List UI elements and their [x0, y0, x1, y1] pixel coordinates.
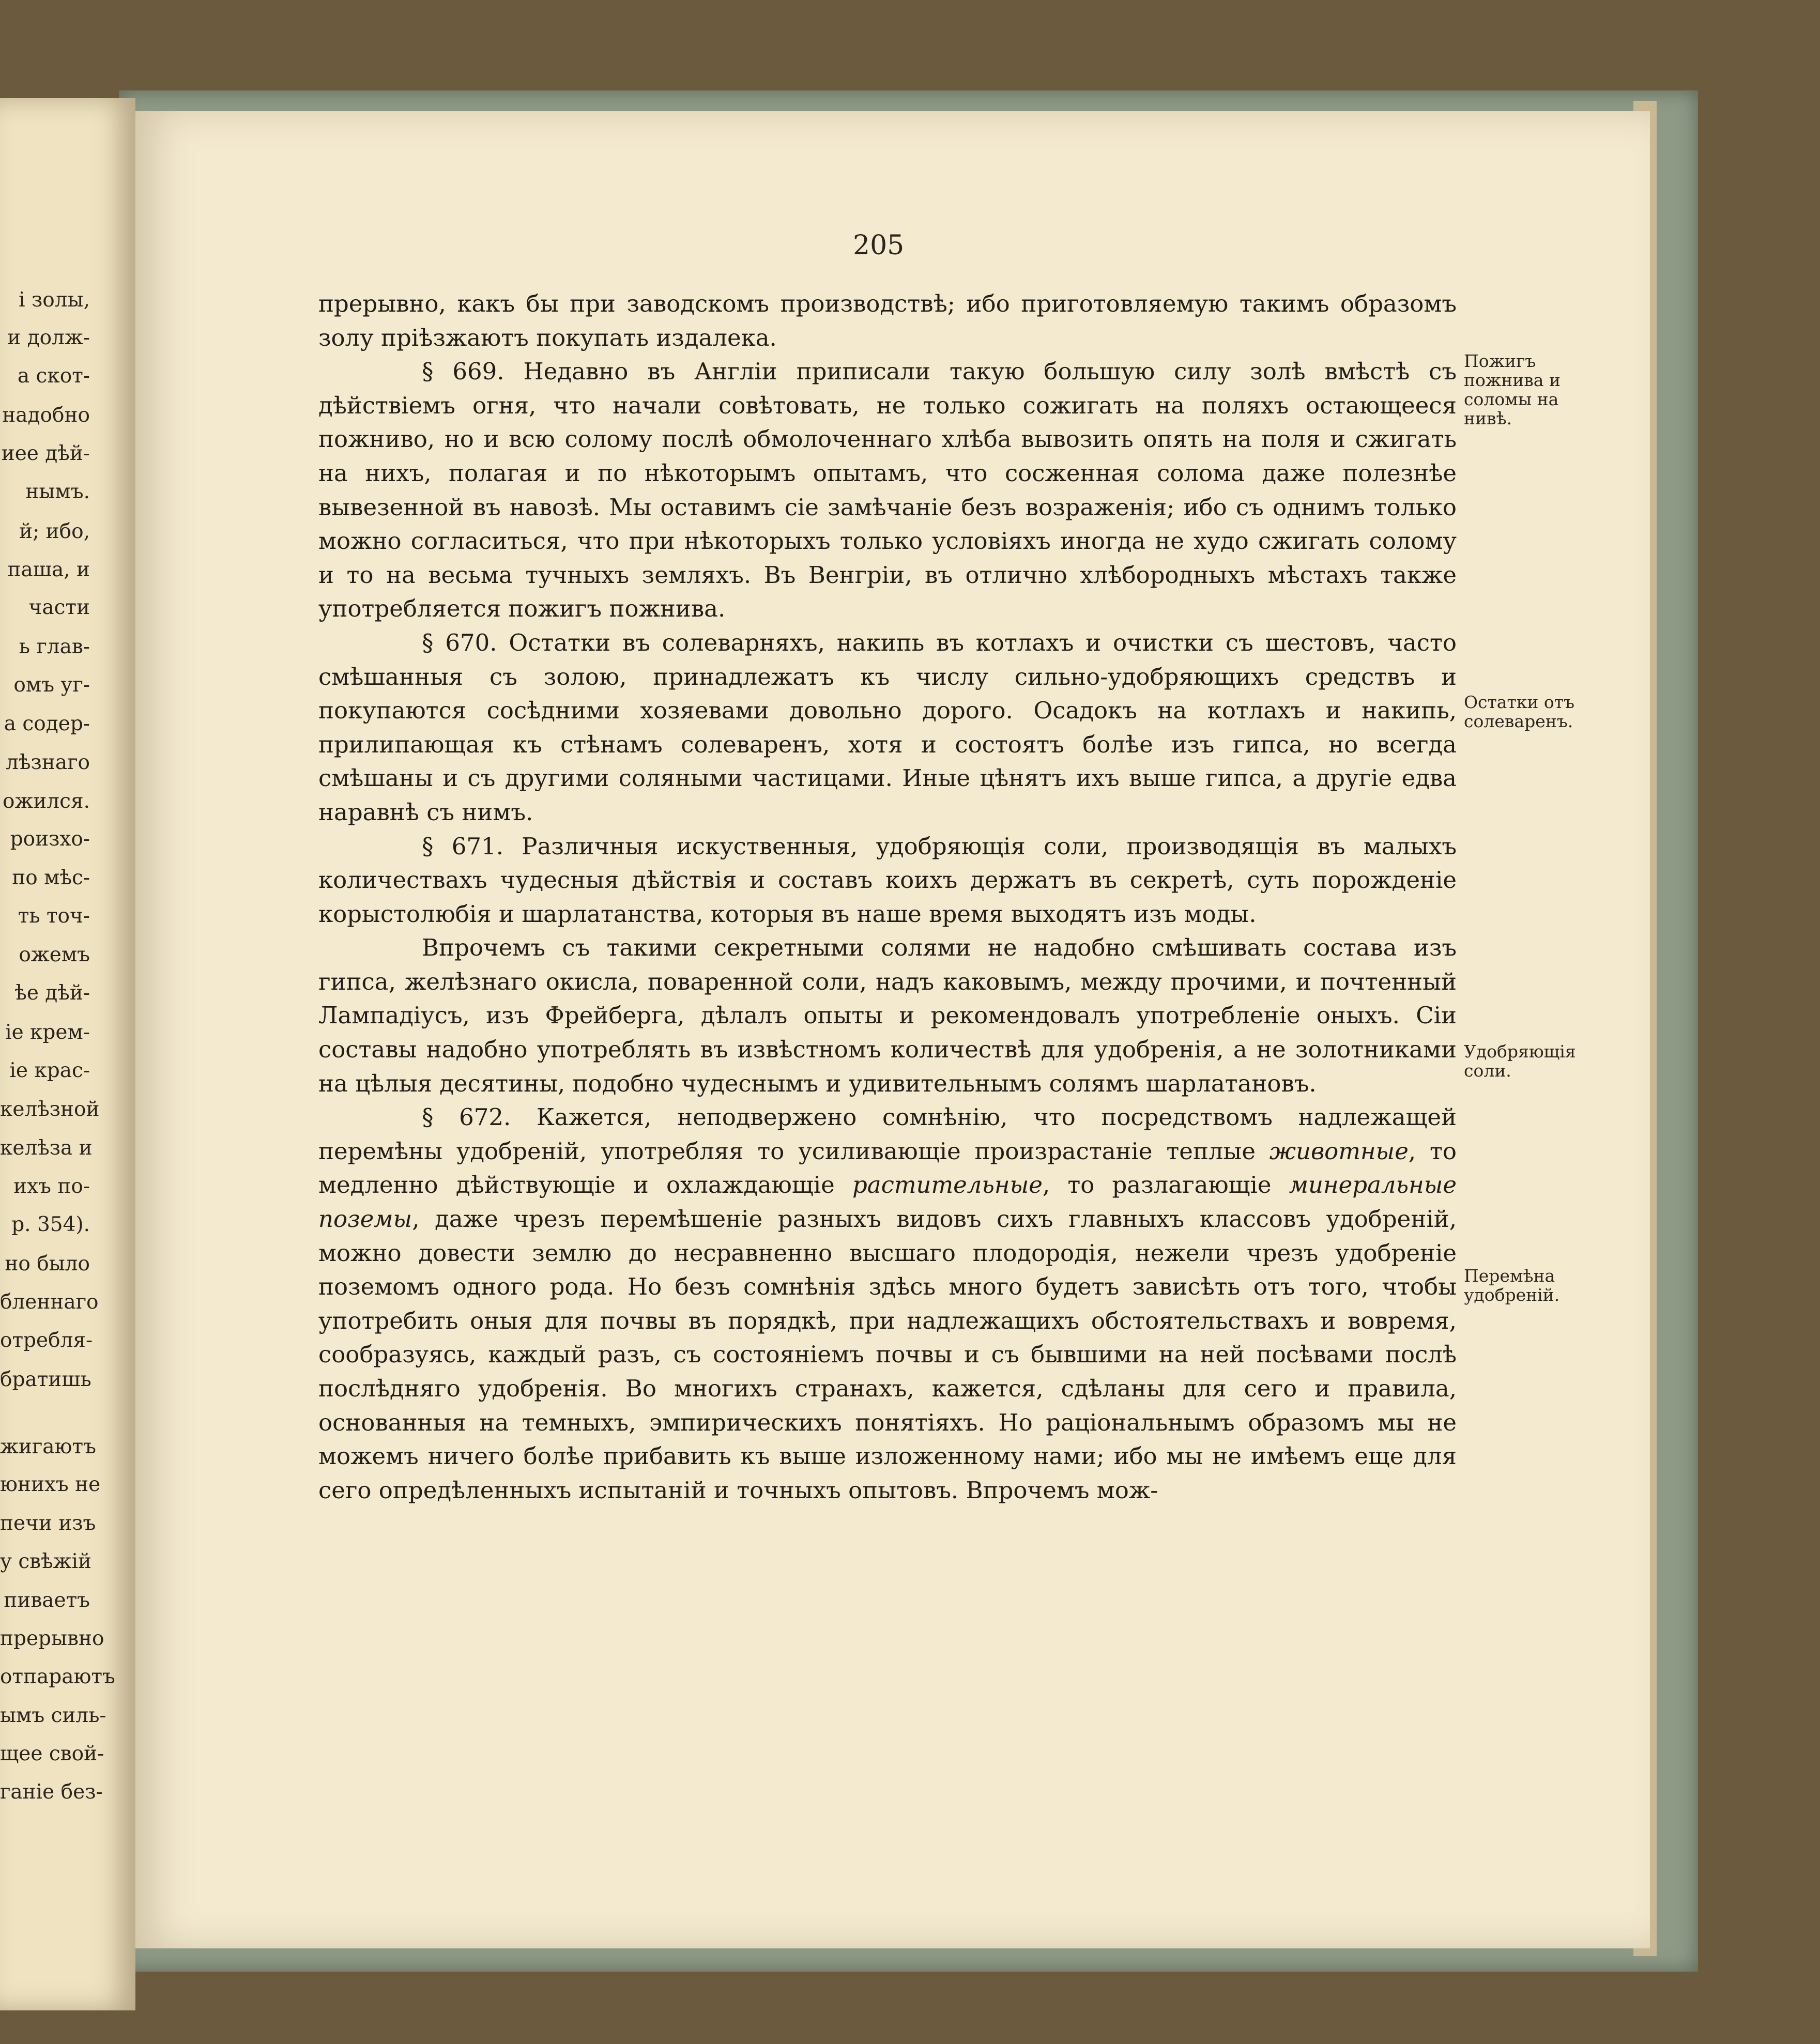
left-page-line: бленнаго [0, 1290, 99, 1314]
left-page-line: братишь [0, 1368, 91, 1391]
left-page-line: а содер- [4, 712, 90, 735]
left-page-line: роизхо- [10, 827, 90, 851]
paragraph-continuation: прерывно, какъ бы при заводскомъ производствѣ; ибо приготовляемую такимъ образомъ золу пріѣзжаютъ покупать издалека. [318, 290, 1457, 351]
left-page-line: р. 354). [11, 1213, 90, 1236]
paragraph-672-part1: § 672. Кажется, неподвержено сомнѣнію, что посредствомъ надлежащей перемѣны удобреній, употребляя то усиливающіе произрастаніе теплые [318, 1103, 1457, 1165]
margin-note-peremena: Перемѣна удобреній. [1464, 1266, 1560, 1305]
left-page-line: и долж- [7, 326, 90, 349]
left-page-line: келѣза и [0, 1136, 93, 1160]
left-page-line: отпараютъ [0, 1665, 115, 1688]
paragraph-671-continued: Впрочемъ съ такими секретными солями не надобно смѣшивать состава изъ гипса, желѣзнаго окисла, поваренной соли, надъ каковымъ, между прочими, и почтенный Лампадіусъ, изъ Фрейберга, дѣлалъ опыты и рекомендовалъ употребленіе оныхъ. Сіи составы надобно употреблять въ извѣстномъ количествѣ для удобренія, а не золотниками на цѣлыя десятины, подобно чудеснымъ и удивительнымъ солямъ шарлатановъ. [318, 934, 1457, 1097]
margin-note-soli: Удобряющія соли. [1464, 1041, 1576, 1081]
left-page-line: ожился. [3, 790, 90, 813]
left-page-line: ганіе без- [0, 1780, 103, 1804]
paragraph-672-part4: , даже чрезъ перемѣшеніе разныхъ видовъ сихъ главныхъ классовъ удобреній, можно довести землю до несравненно высшаго плодородія, нежели чрезъ удобреніе поземомъ одного рода. Но безъ сомнѣнія здѣсь много будетъ зависѣть отъ того, чтобы употребить оныя для почвы въ порядкѣ, при надлежащихъ обстоятельствахъ и вовремя, сообразуясь, каждый разъ, съ состояніемъ почвы и съ бывшими на ней посѣвами послѣ послѣдняго удобренія. Во многихъ странахъ, кажется, сдѣланы для сего и правила, основанныя на темныхъ, эмпирическихъ понятіяхъ. Но раціональнымъ образомъ мы не можемъ ничего болѣе прибавить къ выше изложенному нами; ибо мы не имѣемъ еще для сего опредѣленныхъ испытаній и точныхъ опытовъ. Впрочемъ мож- [318, 1205, 1457, 1504]
paragraph-672-part3: , то разлагающіе [1042, 1171, 1289, 1199]
left-page-line: печи изъ [0, 1512, 96, 1535]
left-page-line: пиваетъ [4, 1589, 90, 1612]
left-page-line: і золы, [19, 288, 90, 312]
left-page-line: надобно [2, 404, 90, 427]
left-page-line: ь глав- [19, 635, 90, 658]
margin-note-pozhig: Пожигъ пожнива и соломы на нивѣ. [1464, 351, 1561, 428]
paragraph-671: § 671. Различныя искуственныя, удобряющія соли, производящія въ малыхъ количествахъ чудесныя дѣйствія и составъ коихъ держатъ въ секретѣ, суть порожденіе корыстолюбія и шарлатанства, которыя въ наше время выходятъ изъ моды. [318, 832, 1457, 928]
left-page-line: жигаютъ [0, 1435, 96, 1458]
paragraph-670: § 670. Остатки въ солеварняхъ, накипь въ котлахъ и очистки съ шестовъ, часто смѣшанныя съ золою, принадлежатъ къ числу сильно-удобряющихъ средствъ и покупаются сосѣдними хозяевами довольно дорого. Осадокъ на котлахъ и накипь, прилипающая къ стѣнамъ солеваренъ, хотя и состоятъ болѣе изъ гипса, но всегда смѣшаны и съ другими соляными частицами. Иные цѣнятъ ихъ выше гипса, а другіе едва наравнѣ съ нимъ. [318, 628, 1457, 826]
left-page-line: по мѣс- [12, 866, 90, 889]
term-animal: животные [1269, 1137, 1409, 1165]
left-page-line: ымъ силь- [0, 1704, 106, 1727]
left-page-line: ть точ- [18, 904, 90, 928]
left-page-line: прерывно [0, 1627, 104, 1650]
left-page-line: іе крем- [5, 1021, 90, 1044]
paragraph-672-part2: , то медленно дѣйствующіе и охлаждающіе [318, 1137, 1457, 1199]
margin-note-ostatki: Остатки отъ солеваренъ. [1464, 692, 1574, 731]
paragraph-669: § 669. Недавно въ Англіи приписали такую большую силу золѣ вмѣстѣ съ дѣйствіемъ огня, что начали совѣтовать, не только сожигать на поляхъ остающееся пожниво, но и всю солому послѣ обмолоченнаго хлѣба вывозить опять на поля и сжигать на нихъ, полагая и по нѣкоторымъ опытамъ, что сосженная солома даже полезнѣе вывезенной въ навозѣ. Мы оставимъ сіе замѣчаніе безъ возраженія; ибо съ однимъ только можно согласиться, что при нѣкоторыхъ только условіяхъ иногда не худо сжигать солому и то на весьма тучныхъ земляхъ. Въ Венгріи, въ отлично хлѣбородныхъ мѣстахъ также употребляется пожигъ пожнива. [318, 358, 1457, 623]
term-mineral: минеральные поземы [318, 1171, 1457, 1233]
left-page-line: лѣзнаго [6, 751, 90, 774]
left-page-line: омъ уг- [13, 673, 90, 697]
left-page-line: но было [5, 1252, 90, 1275]
left-page-line: ѣе дѣй- [14, 981, 90, 1005]
left-page-line: ихъ по- [13, 1175, 90, 1198]
left-page-line: части [28, 596, 90, 619]
left-page-line: у свѣжій [0, 1550, 92, 1573]
left-page-line: й; ибо, [19, 520, 90, 543]
left-page-line: а скот- [17, 364, 90, 388]
main-text [318, 287, 1457, 1507]
left-page-line: щее свой- [0, 1742, 104, 1765]
page-number: 205 [853, 230, 905, 261]
left-page-fragment [0, 98, 135, 2010]
left-page-line: иее дѣй- [1, 442, 90, 465]
left-page-line: келѣзной [0, 1098, 100, 1121]
left-page-line: отребля- [0, 1329, 93, 1352]
paragraph-672 [318, 1100, 1457, 1507]
left-page-line: іе крас- [9, 1059, 90, 1082]
term-vegetable: растительные [852, 1171, 1043, 1199]
left-page-line: ожемъ [19, 943, 90, 966]
left-page-line: юнихъ не [0, 1473, 101, 1496]
left-page-line: паша, и [7, 558, 90, 581]
left-page-line: нымъ. [25, 480, 90, 503]
